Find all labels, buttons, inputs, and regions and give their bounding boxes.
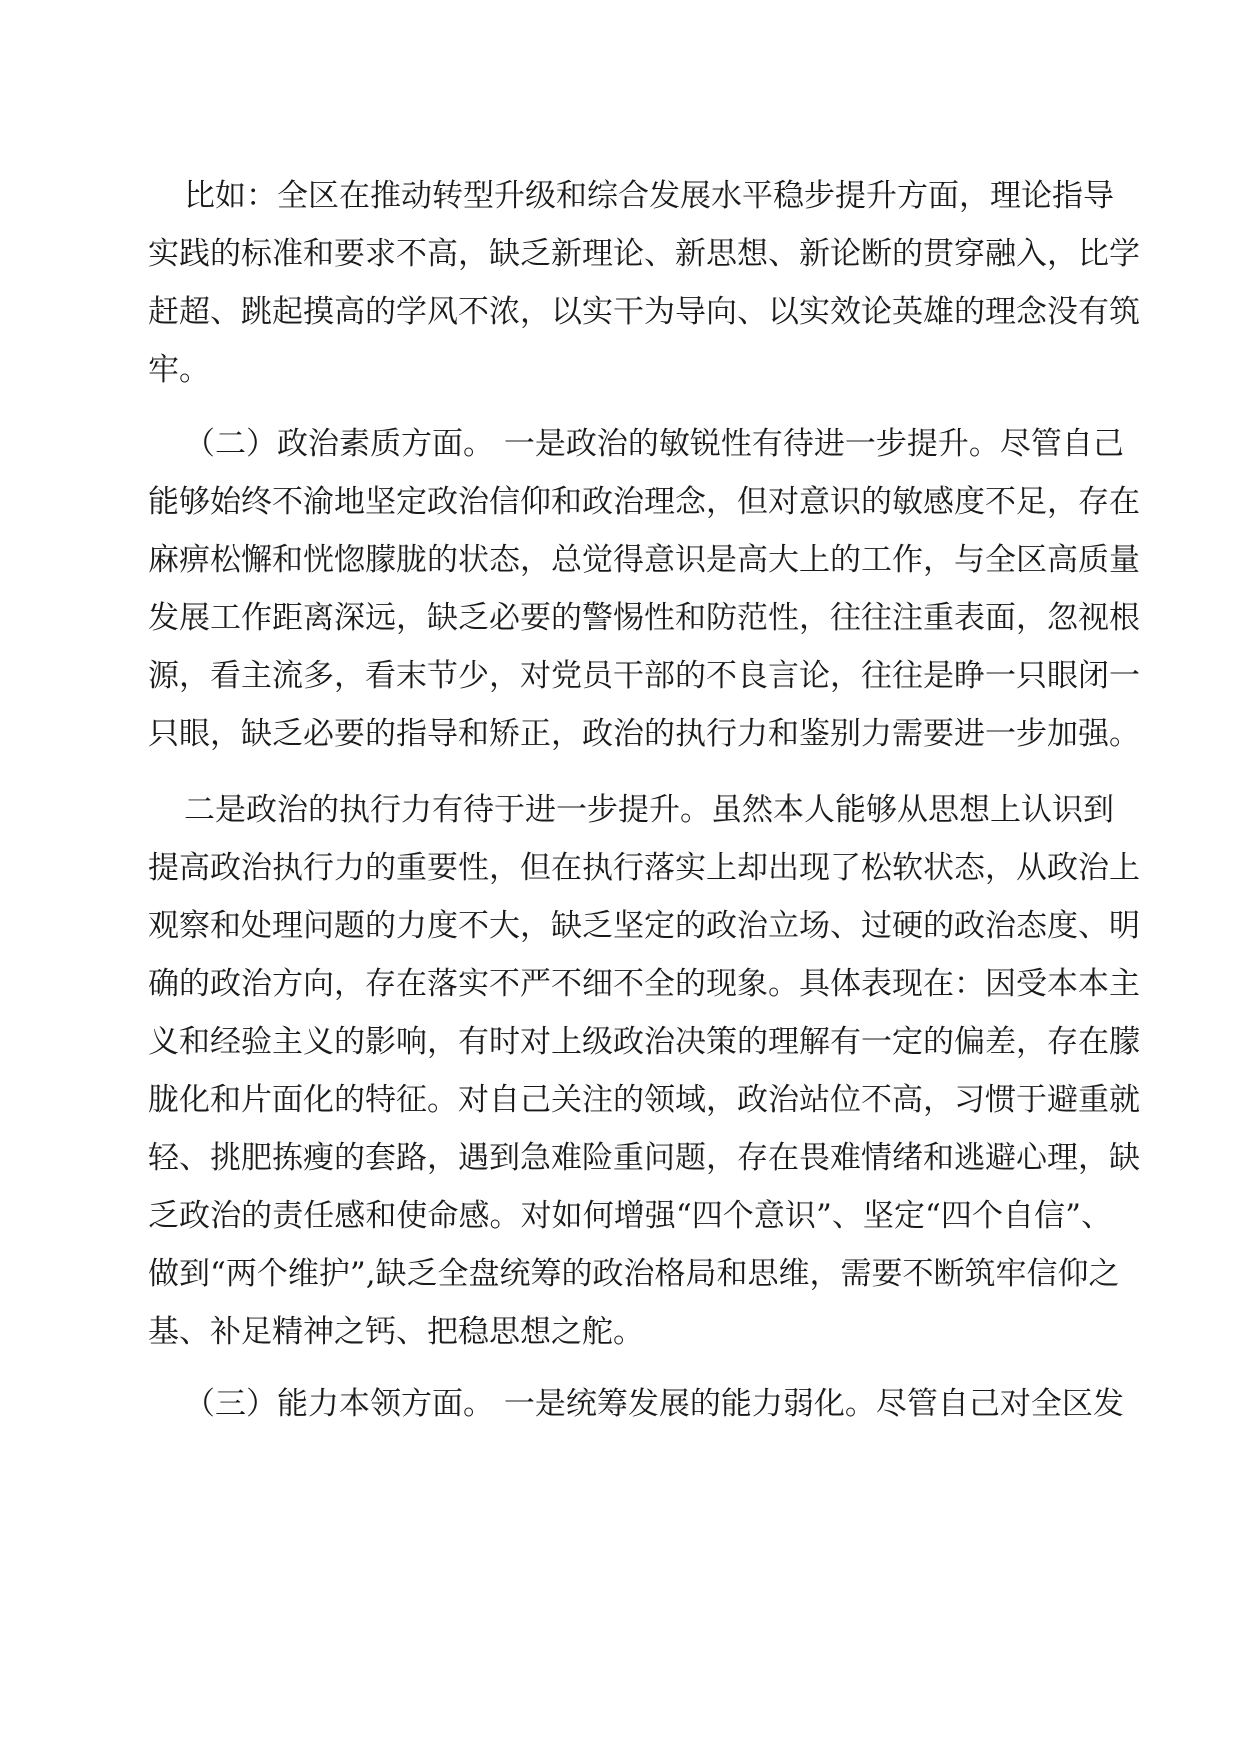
paragraph-line: 比如：全区在推动转型升级和综合发展水平稳步提升方面，理论指导: [184, 178, 1114, 214]
paragraph-line: （二）政治素质方面。 一是政治的敏锐性有待进一步提升。尽管自己: [184, 426, 1124, 462]
paragraph-line: 赶超、跳起摸高的学风不浓，以实干为导向、以实效论英雄的理念没有筑: [148, 294, 1140, 330]
paragraph-line: 二是政治的执行力有待于进一步提升。虽然本人能够从思想上认识到: [184, 792, 1114, 828]
paragraph-line: 基、补足精神之钙、把稳思想之舵。: [148, 1314, 644, 1350]
paragraph-line: 牢。: [148, 352, 210, 388]
paragraph-line: 义和经验主义的影响，有时对上级政治决策的理解有一定的偏差，存在朦: [148, 1024, 1140, 1060]
paragraph-line: 发展工作距离深远，缺乏必要的警惕性和防范性，往往注重表面，忽视根: [148, 600, 1140, 636]
paragraph-line: 做到“两个维护”,缺乏全盘统筹的政治格局和思维，需要不断筑牢信仰之: [148, 1256, 1120, 1292]
paragraph-line: 轻、挑肥拣瘦的套路，遇到急难险重问题，存在畏难情绪和逃避心理，缺: [148, 1140, 1140, 1176]
paragraph-line: 观察和处理问题的力度不大，缺乏坚定的政治立场、过硬的政治态度、明: [148, 908, 1140, 944]
paragraph-line: 能够始终不渝地坚定政治信仰和政治理念，但对意识的敏感度不足，存在: [148, 484, 1140, 520]
paragraph-line: 源，看主流多，看末节少，对党员干部的不良言论，往往是睁一只眼闭一: [148, 658, 1140, 694]
paragraph-line: 乏政治的责任感和使命感。对如何增强“四个意识”、坚定“四个自信”、: [148, 1198, 1112, 1234]
paragraph-line: 确的政治方向，存在落实不严不细不全的现象。具体表现在：因受本本主: [148, 966, 1140, 1002]
paragraph-line: 实践的标准和要求不高，缺乏新理论、新思想、新论断的贯穿融入，比学: [148, 236, 1140, 272]
paragraph-line: 提高政治执行力的重要性，但在执行落实上却出现了松软状态，从政治上: [148, 850, 1140, 886]
paragraph-line: 麻痹松懈和恍惚朦胧的状态，总觉得意识是高大上的工作，与全区高质量: [148, 542, 1140, 578]
paragraph-line: 只眼，缺乏必要的指导和矫正，政治的执行力和鉴别力需要进一步加强。: [148, 716, 1140, 752]
paragraph-line: （三）能力本领方面。 一是统筹发展的能力弱化。尽管自己对全区发: [184, 1386, 1124, 1422]
paragraph-line: 胧化和片面化的特征。对自己关注的领域，政治站位不高，习惯于避重就: [148, 1082, 1140, 1118]
